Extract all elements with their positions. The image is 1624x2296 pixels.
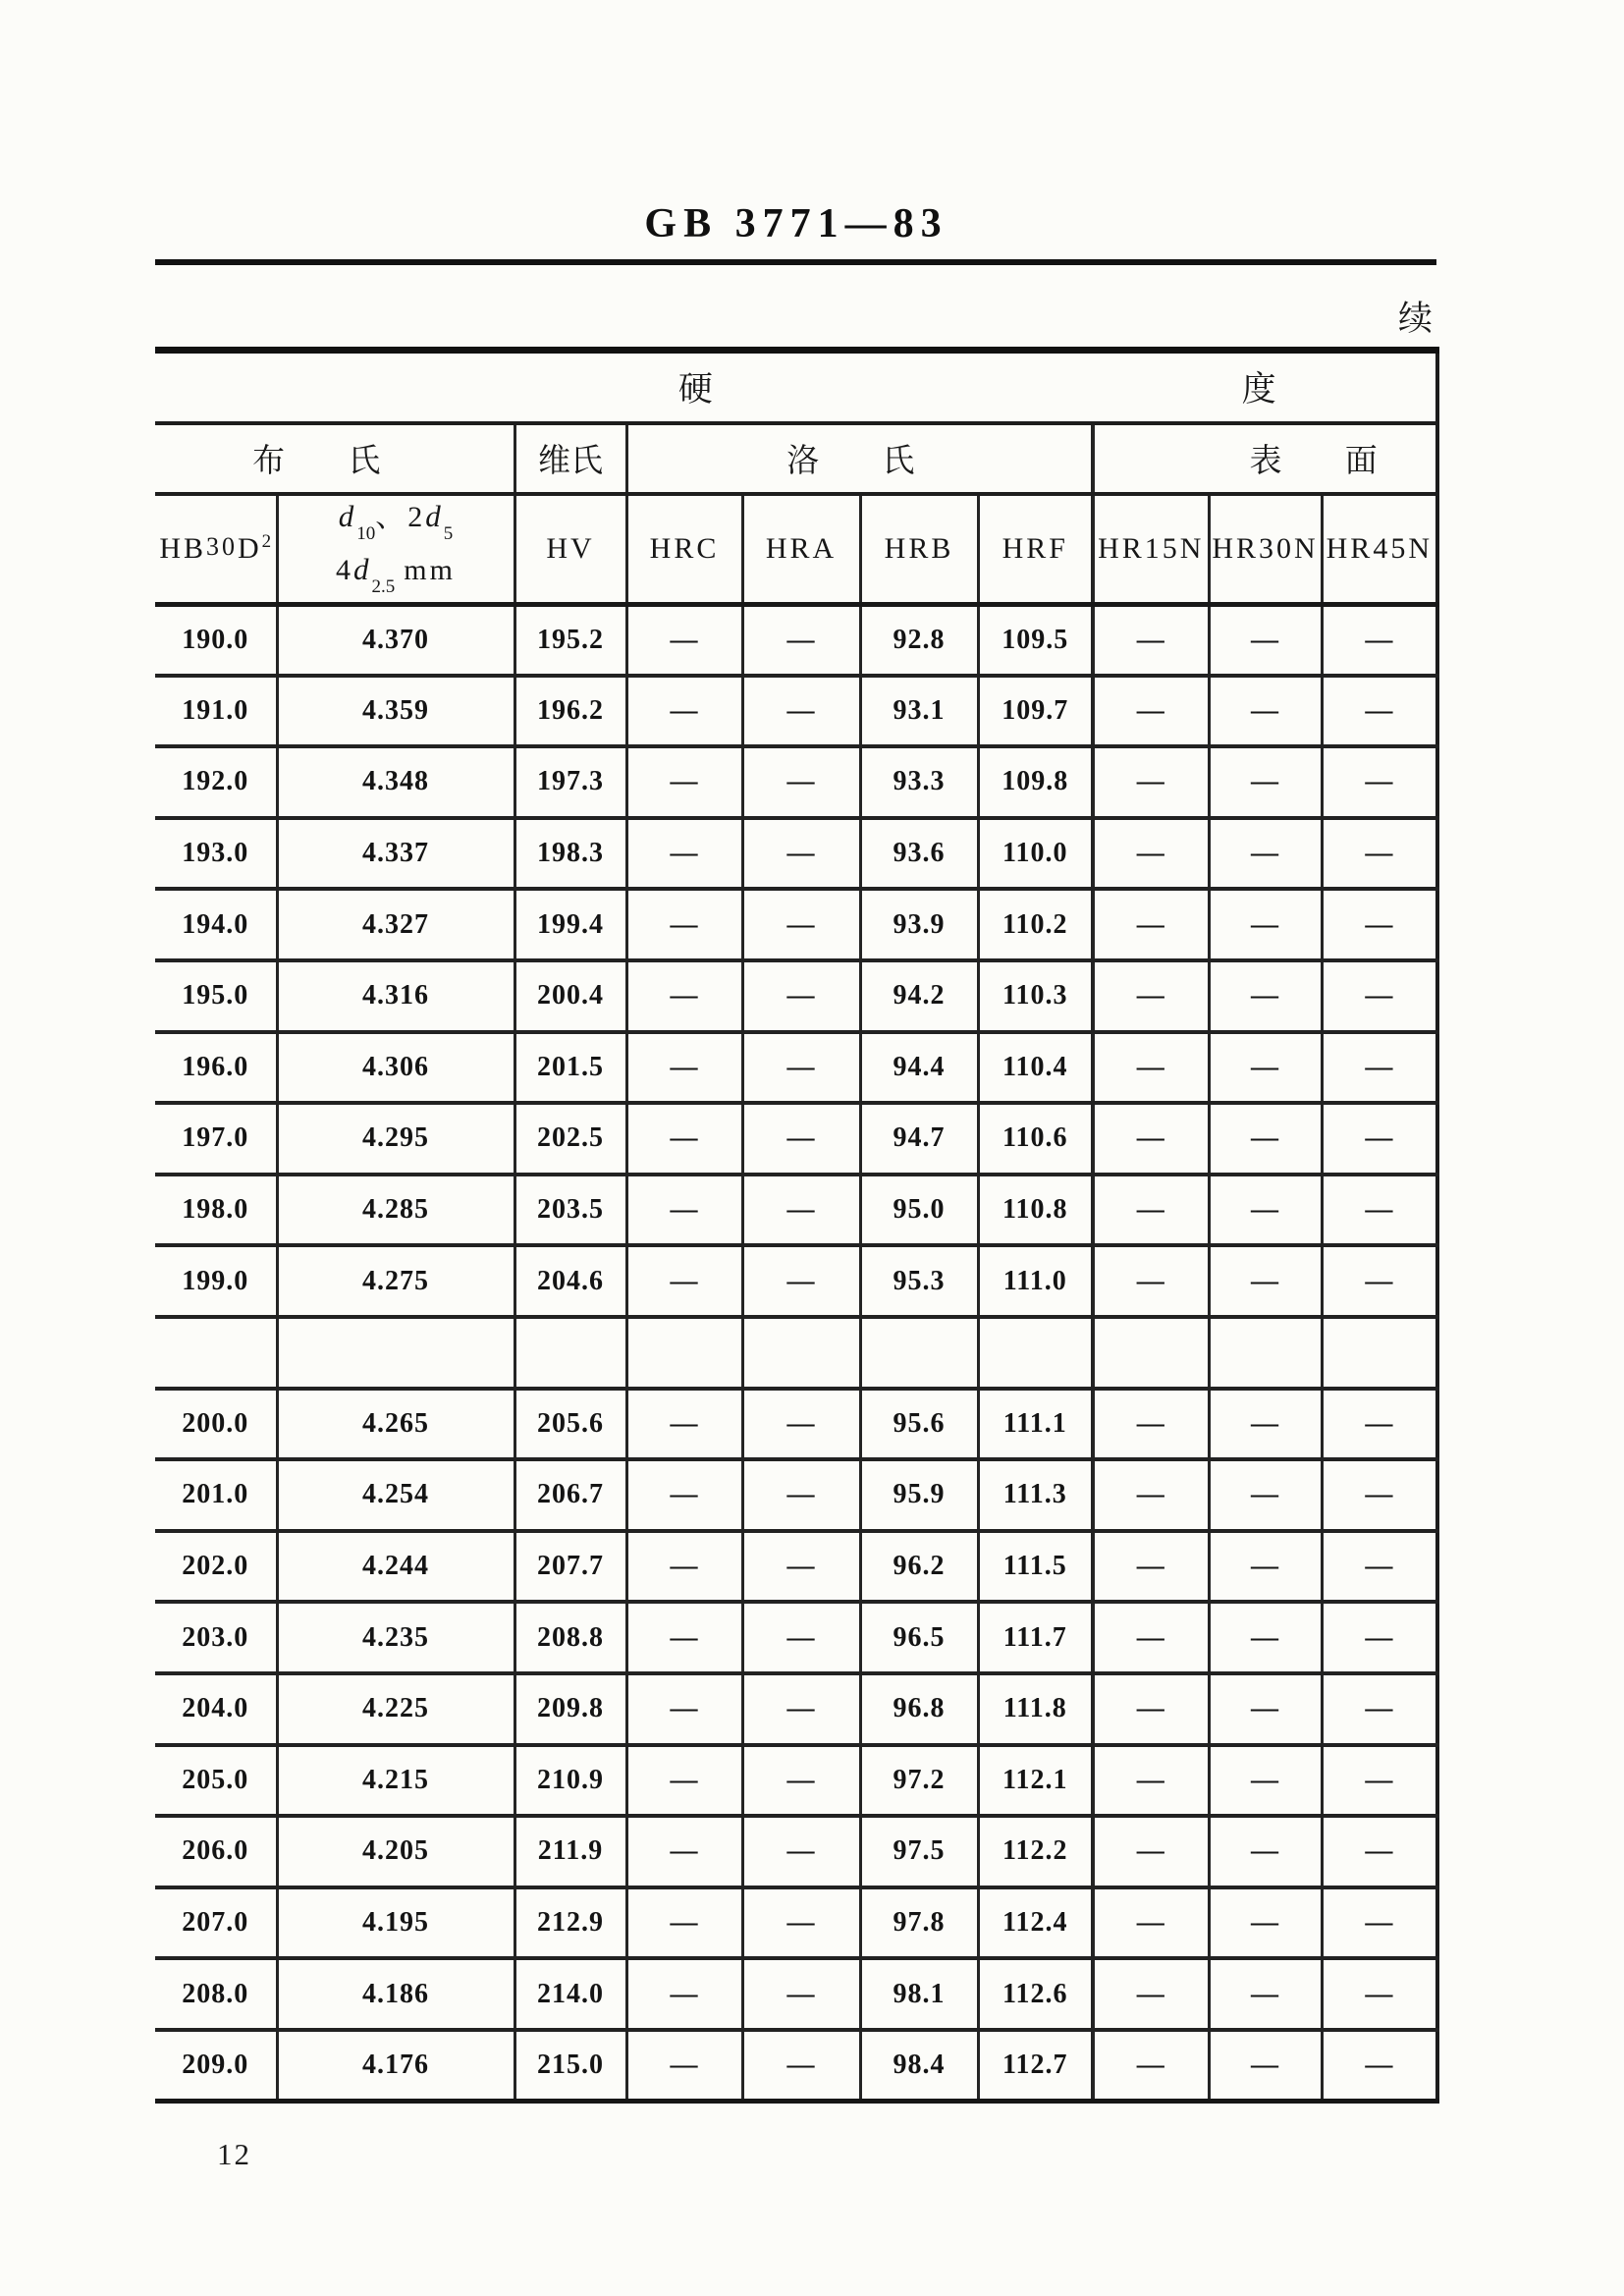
table-cell: 196.0 <box>155 1032 277 1104</box>
table-cell: — <box>1093 1175 1209 1246</box>
table-super-header-row <box>155 351 1437 423</box>
table-cell: — <box>1209 1175 1322 1246</box>
table-cell: 4.225 <box>277 1673 514 1745</box>
table-cell: — <box>626 1673 742 1745</box>
table-cell: 4.195 <box>277 1887 514 1959</box>
table-cell: 109.5 <box>978 604 1093 676</box>
table-cell: — <box>1093 960 1209 1032</box>
table-cell <box>626 1317 742 1389</box>
table-cell: — <box>742 1531 860 1603</box>
table-cell: — <box>1093 1245 1209 1317</box>
table-row <box>155 2030 1437 2102</box>
table-cell: — <box>626 1887 742 1959</box>
table-cell <box>742 1317 860 1389</box>
table-cell: 4.235 <box>277 1602 514 1673</box>
table-cell: — <box>1322 1887 1437 1959</box>
table-cell: 202.5 <box>514 1103 626 1175</box>
table-cell: 93.3 <box>860 746 978 818</box>
page-number: 12 <box>217 2137 251 2171</box>
table-cell: — <box>742 1602 860 1673</box>
table-cell: 93.9 <box>860 889 978 960</box>
table-cell: — <box>1093 818 1209 890</box>
table-cell: — <box>1209 1389 1322 1460</box>
table-cell: 111.8 <box>978 1673 1093 1745</box>
table-cell: — <box>1209 1816 1322 1887</box>
table-cell: 199.4 <box>514 889 626 960</box>
table-cell: — <box>626 1745 742 1817</box>
table-cell: 197.3 <box>514 746 626 818</box>
table-row <box>155 1103 1437 1175</box>
table-cell: — <box>742 604 860 676</box>
table-cell: 109.7 <box>978 676 1093 747</box>
table-cell: 200.4 <box>514 960 626 1032</box>
table-cell: 4.359 <box>277 676 514 747</box>
table-cell: — <box>1093 1459 1209 1531</box>
table-cell: 205.6 <box>514 1389 626 1460</box>
table-cell: 208.8 <box>514 1602 626 1673</box>
table-cell: — <box>1322 1175 1437 1246</box>
table-cell: — <box>1093 2030 1209 2102</box>
table-cell: 4.186 <box>277 1958 514 2030</box>
table-cell: 4.265 <box>277 1389 514 1460</box>
table-row <box>155 960 1437 1032</box>
table-cell: 209.0 <box>155 2030 277 2102</box>
table-cell: — <box>626 1103 742 1175</box>
group-header-vickers: 维氏 <box>514 423 626 494</box>
table-cell: 195.0 <box>155 960 277 1032</box>
table-cell: 210.9 <box>514 1745 626 1817</box>
table-cell: 199.0 <box>155 1245 277 1317</box>
table-cell: 111.7 <box>978 1602 1093 1673</box>
table-cell: — <box>742 960 860 1032</box>
table-cell: — <box>1322 1245 1437 1317</box>
group-header-brinell: 布 氏 <box>155 423 514 494</box>
table-cell: 95.9 <box>860 1459 978 1531</box>
table-cell: 4.244 <box>277 1531 514 1603</box>
table-cell: — <box>626 960 742 1032</box>
table-cell: — <box>1322 1745 1437 1817</box>
table-cell: 4.295 <box>277 1103 514 1175</box>
table-cell: 110.2 <box>978 889 1093 960</box>
table-cell: 110.3 <box>978 960 1093 1032</box>
table-cell: — <box>1209 1459 1322 1531</box>
table-cell: 95.0 <box>860 1175 978 1246</box>
table-cell: 215.0 <box>514 2030 626 2102</box>
table-cell: 214.0 <box>514 1958 626 2030</box>
table-cell: — <box>626 1531 742 1603</box>
table-cell: 4.215 <box>277 1745 514 1817</box>
table-cell: 207.7 <box>514 1531 626 1603</box>
table-cell: 110.0 <box>978 818 1093 890</box>
table-cell: — <box>626 1389 742 1460</box>
table-cell <box>860 1317 978 1389</box>
column-header-hrf: HRF <box>978 494 1093 605</box>
table-cell: — <box>626 1175 742 1246</box>
table-cell: 4.316 <box>277 960 514 1032</box>
column-header-hb30d2: $HB30D^2$ <box>155 494 277 605</box>
table-cell: — <box>1322 1531 1437 1603</box>
table-cell: — <box>742 1958 860 2030</box>
table-cell: — <box>1209 1103 1322 1175</box>
table-cell <box>1209 1317 1322 1389</box>
table-cell: — <box>626 889 742 960</box>
table-row <box>155 604 1437 676</box>
header-rule <box>155 259 1436 265</box>
table-cell: 111.1 <box>978 1389 1093 1460</box>
table-cell <box>978 1317 1093 1389</box>
table-cell: — <box>1093 1602 1209 1673</box>
standard-number: GB 3771—83 <box>644 201 948 246</box>
table-cell: — <box>1322 1389 1437 1460</box>
table-cell: — <box>1093 1958 1209 2030</box>
table-cell: 211.9 <box>514 1816 626 1887</box>
table-cell: 204.6 <box>514 1245 626 1317</box>
table-cell: — <box>1209 1245 1322 1317</box>
table-cell: 97.8 <box>860 1887 978 1959</box>
table-cell: — <box>1322 1032 1437 1104</box>
table-cell: — <box>1322 1673 1437 1745</box>
table-cell: 111.0 <box>978 1245 1093 1317</box>
table-cell: 193.0 <box>155 818 277 890</box>
table-cell: 112.1 <box>978 1745 1093 1817</box>
table-cell: 109.8 <box>978 746 1093 818</box>
table-cell: 206.7 <box>514 1459 626 1531</box>
table-cell: — <box>626 818 742 890</box>
table-cell: 198.0 <box>155 1175 277 1246</box>
table-cell: 201.0 <box>155 1459 277 1531</box>
table-cell: — <box>1093 1531 1209 1603</box>
table-cell: — <box>1322 818 1437 890</box>
group-header-rockwell: 洛 氏 <box>626 423 1093 494</box>
table-cell: — <box>1209 2030 1322 2102</box>
table-cell: 206.0 <box>155 1816 277 1887</box>
table-cell: 191.0 <box>155 676 277 747</box>
table-row <box>155 1317 1437 1389</box>
table-cell: 196.2 <box>514 676 626 747</box>
table-row <box>155 1673 1437 1745</box>
super-header-char-hardness-left: 硬 <box>677 370 713 410</box>
table-row <box>155 676 1437 747</box>
table-cell: 97.2 <box>860 1745 978 1817</box>
table-cell: — <box>1322 1103 1437 1175</box>
super-header-cell <box>155 351 1437 423</box>
table-cell: — <box>742 1459 860 1531</box>
table-row <box>155 818 1437 890</box>
table-cell: — <box>1322 746 1437 818</box>
table-cell: 203.0 <box>155 1602 277 1673</box>
table-cell: 202.0 <box>155 1531 277 1603</box>
table-cell: — <box>1209 1958 1322 2030</box>
table-cell: — <box>626 676 742 747</box>
table-cell: — <box>1322 889 1437 960</box>
table-cell: — <box>1209 818 1322 890</box>
hardness-conversion-table <box>155 347 1439 2104</box>
table-cell: 111.5 <box>978 1531 1093 1603</box>
table-cell: 94.7 <box>860 1103 978 1175</box>
column-header-hrb: HRB <box>860 494 978 605</box>
table-row <box>155 1745 1437 1817</box>
table-cell: — <box>1322 1602 1437 1673</box>
table-cell: — <box>1093 889 1209 960</box>
table-cell: — <box>1322 960 1437 1032</box>
table-cell: 4.275 <box>277 1245 514 1317</box>
table-cell: 192.0 <box>155 746 277 818</box>
table-cell: — <box>1322 2030 1437 2102</box>
table-cell: — <box>1093 604 1209 676</box>
table-cell: 190.0 <box>155 604 277 676</box>
table-row <box>155 1389 1437 1460</box>
table-cell: — <box>626 1032 742 1104</box>
table-group-header-row <box>155 423 1437 494</box>
table-cell: — <box>626 1602 742 1673</box>
table-cell: — <box>1093 1389 1209 1460</box>
table-cell: 4.254 <box>277 1459 514 1531</box>
table-row <box>155 1175 1437 1246</box>
table-cell: — <box>1093 746 1209 818</box>
table-cell: — <box>1209 960 1322 1032</box>
table-cell: 96.8 <box>860 1673 978 1745</box>
table-row <box>155 1032 1437 1104</box>
table-cell: — <box>626 746 742 818</box>
table-cell: 93.6 <box>860 818 978 890</box>
table-cell: — <box>626 1958 742 2030</box>
table-cell: 4.370 <box>277 604 514 676</box>
table-cell: — <box>1093 1103 1209 1175</box>
table-cell: — <box>1093 676 1209 747</box>
table-cell: — <box>742 1245 860 1317</box>
column-header-indentation-diameter: $d_{10}$、$2d_5$ $4d_{2.5}mm$ <box>277 494 514 605</box>
table-cell: — <box>742 746 860 818</box>
table-cell: — <box>742 1816 860 1887</box>
table-cell: — <box>742 1032 860 1104</box>
table-cell: 110.4 <box>978 1032 1093 1104</box>
table-cell: — <box>742 889 860 960</box>
table-cell: 205.0 <box>155 1745 277 1817</box>
table-cell: — <box>1322 1459 1437 1531</box>
table-cell: 204.0 <box>155 1673 277 1745</box>
table-cell: — <box>1093 1745 1209 1817</box>
table-cell: 97.5 <box>860 1816 978 1887</box>
column-header-hrc: HRC <box>626 494 742 605</box>
column-header-hv: HV <box>514 494 626 605</box>
table-cell: 96.5 <box>860 1602 978 1673</box>
table-cell: 110.8 <box>978 1175 1093 1246</box>
column-header-hr15n: HR15N <box>1093 494 1209 605</box>
table-cell: 198.3 <box>514 818 626 890</box>
table-row <box>155 1531 1437 1603</box>
table-cell: — <box>1093 1032 1209 1104</box>
table-column-header-row <box>155 494 1437 605</box>
table-cell: 112.6 <box>978 1958 1093 2030</box>
table-cell: 98.4 <box>860 2030 978 2102</box>
table-cell: 98.1 <box>860 1958 978 2030</box>
table-row <box>155 1459 1437 1531</box>
table-row <box>155 1887 1437 1959</box>
table-cell: — <box>1093 1887 1209 1959</box>
table-row <box>155 1245 1437 1317</box>
table-cell: — <box>626 2030 742 2102</box>
table-cell: — <box>1322 676 1437 747</box>
table-cell: — <box>742 1745 860 1817</box>
table-cell: 112.7 <box>978 2030 1093 2102</box>
table-cell <box>514 1317 626 1389</box>
table-cell: 94.4 <box>860 1032 978 1104</box>
table-cell: — <box>742 2030 860 2102</box>
table-cell: — <box>742 676 860 747</box>
table-cell: — <box>1209 1602 1322 1673</box>
super-header-char-hardness-right: 度 <box>1241 370 1276 410</box>
table-cell: — <box>1093 1673 1209 1745</box>
table-cell: 110.6 <box>978 1103 1093 1175</box>
table-cell: 201.5 <box>514 1032 626 1104</box>
table-cell: 4.205 <box>277 1816 514 1887</box>
table-cell: — <box>1322 604 1437 676</box>
table-cell: 95.3 <box>860 1245 978 1317</box>
table-cell: — <box>742 1175 860 1246</box>
table-cell: — <box>626 604 742 676</box>
table-cell: — <box>626 1459 742 1531</box>
table-cell: — <box>1209 889 1322 960</box>
table-cell: 208.0 <box>155 1958 277 2030</box>
table-cell: 212.9 <box>514 1887 626 1959</box>
table-cell: — <box>742 1103 860 1175</box>
table-cell <box>277 1317 514 1389</box>
table-cell: 96.2 <box>860 1531 978 1603</box>
table-cell: — <box>1093 1816 1209 1887</box>
column-header-hr45n: HR45N <box>1322 494 1437 605</box>
table-cell: 195.2 <box>514 604 626 676</box>
table-cell: 93.1 <box>860 676 978 747</box>
table-cell: — <box>1209 746 1322 818</box>
continued-label: 续 <box>1398 300 1434 338</box>
table-cell: 112.2 <box>978 1816 1093 1887</box>
table-cell: 95.6 <box>860 1389 978 1460</box>
table-cell: — <box>1209 1745 1322 1817</box>
table-cell: 197.0 <box>155 1103 277 1175</box>
table-cell <box>1322 1317 1437 1389</box>
table-cell: 94.2 <box>860 960 978 1032</box>
table-cell: — <box>1209 604 1322 676</box>
table-cell: 4.327 <box>277 889 514 960</box>
table-cell: 4.337 <box>277 818 514 890</box>
table-row <box>155 1602 1437 1673</box>
column-header-hra: HRA <box>742 494 860 605</box>
table-cell: 4.176 <box>277 2030 514 2102</box>
table-cell: — <box>742 1673 860 1745</box>
table-cell: — <box>1209 1032 1322 1104</box>
table-cell: — <box>742 1389 860 1460</box>
table-cell: 203.5 <box>514 1175 626 1246</box>
table-row <box>155 746 1437 818</box>
table-cell: 209.8 <box>514 1673 626 1745</box>
table-cell: — <box>1322 1816 1437 1887</box>
table-row <box>155 889 1437 960</box>
table-row <box>155 1958 1437 2030</box>
table-cell: — <box>1322 1958 1437 2030</box>
table-cell: 111.3 <box>978 1459 1093 1531</box>
table-body <box>155 604 1437 2101</box>
table-cell: 200.0 <box>155 1389 277 1460</box>
table-cell: 4.306 <box>277 1032 514 1104</box>
table-cell: — <box>1209 676 1322 747</box>
table-cell: 207.0 <box>155 1887 277 1959</box>
table-cell: — <box>1209 1531 1322 1603</box>
table-cell <box>155 1317 277 1389</box>
group-header-superficial: 表 面 <box>1093 423 1437 494</box>
table-cell: — <box>742 1887 860 1959</box>
table-cell: 112.4 <box>978 1887 1093 1959</box>
table-cell: — <box>626 1816 742 1887</box>
table-cell: 4.348 <box>277 746 514 818</box>
table-cell: 194.0 <box>155 889 277 960</box>
table-cell: — <box>742 818 860 890</box>
table-cell: — <box>1209 1673 1322 1745</box>
table-cell: — <box>1209 1887 1322 1959</box>
table-cell: 92.8 <box>860 604 978 676</box>
column-header-hr30n: HR30N <box>1209 494 1322 605</box>
table-cell <box>1093 1317 1209 1389</box>
table-row <box>155 1816 1437 1887</box>
table-cell: — <box>626 1245 742 1317</box>
table-cell: 4.285 <box>277 1175 514 1246</box>
